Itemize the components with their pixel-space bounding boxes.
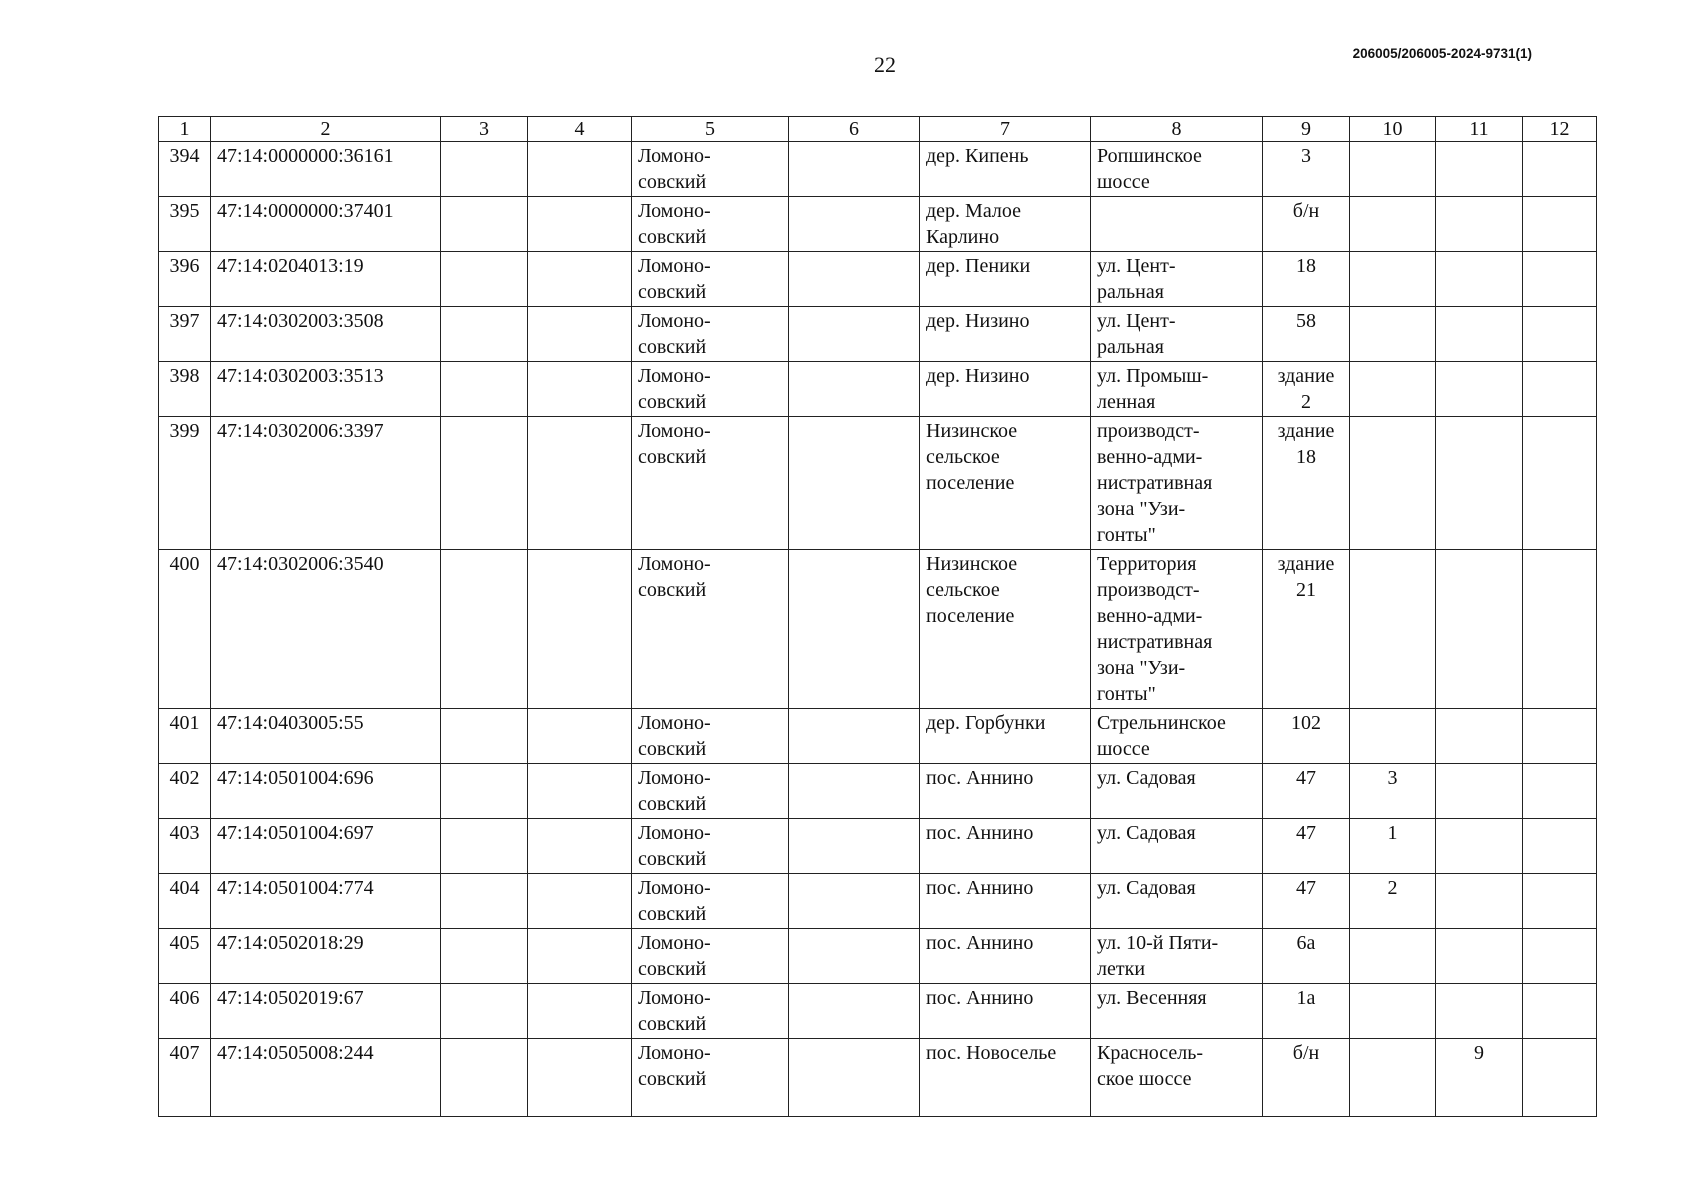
cadastral-number-cell: 47:14:0403005:55: [211, 709, 441, 764]
col11-cell: [1436, 550, 1523, 709]
col6-cell: [789, 307, 920, 362]
col12-cell: [1523, 709, 1597, 764]
row-number-cell: 402: [159, 764, 211, 819]
col11-cell: [1436, 709, 1523, 764]
cadastral-number-cell: 47:14:0501004:697: [211, 819, 441, 874]
street-cell: ул. Садовая: [1091, 874, 1263, 929]
row-number-cell: 403: [159, 819, 211, 874]
table-row: [159, 142, 1597, 197]
cadastral-number-cell: 47:14:0501004:774: [211, 874, 441, 929]
col6-cell: [789, 819, 920, 874]
column-header: 11: [1436, 117, 1523, 142]
col10-cell: [1350, 252, 1436, 307]
cadastral-number-cell: 47:14:0501004:696: [211, 764, 441, 819]
col11-cell: 9: [1436, 1039, 1523, 1117]
street-cell: ул. Садовая: [1091, 819, 1263, 874]
column-header: 5: [632, 117, 789, 142]
table-row: [159, 550, 1597, 709]
locality-cell: пос. Аннино: [920, 764, 1091, 819]
street-cell: Стрельнинское шоссе: [1091, 709, 1263, 764]
column-header: 3: [441, 117, 528, 142]
col4-cell: [528, 252, 632, 307]
street-cell: Ропшинское шоссе: [1091, 142, 1263, 197]
locality-cell: дер. Малое Карлино: [920, 197, 1091, 252]
col11-cell: [1436, 362, 1523, 417]
locality-cell: дер. Низино: [920, 362, 1091, 417]
col10-cell: [1350, 550, 1436, 709]
col12-cell: [1523, 417, 1597, 550]
cadastral-number-cell: 47:14:0505008:244: [211, 1039, 441, 1117]
registry-table: [158, 116, 1597, 1117]
col12-cell: [1523, 1039, 1597, 1117]
house-cell: 18: [1263, 252, 1350, 307]
col12-cell: [1523, 764, 1597, 819]
col11-cell: [1436, 764, 1523, 819]
district-cell: Ломоно- совский: [632, 984, 789, 1039]
col3-cell: [441, 929, 528, 984]
col3-cell: [441, 709, 528, 764]
locality-cell: пос. Новоселье: [920, 1039, 1091, 1117]
column-header: 10: [1350, 117, 1436, 142]
locality-cell: пос. Аннино: [920, 874, 1091, 929]
cadastral-number-cell: 47:14:0302003:3508: [211, 307, 441, 362]
col10-cell: [1350, 142, 1436, 197]
row-number-cell: 404: [159, 874, 211, 929]
col3-cell: [441, 550, 528, 709]
col12-cell: [1523, 874, 1597, 929]
locality-cell: пос. Аннино: [920, 984, 1091, 1039]
district-cell: Ломоно- совский: [632, 1039, 789, 1117]
col11-cell: [1436, 874, 1523, 929]
col12-cell: [1523, 929, 1597, 984]
district-cell: Ломоно- совский: [632, 709, 789, 764]
cadastral-number-cell: 47:14:0302006:3540: [211, 550, 441, 709]
house-cell: 47: [1263, 874, 1350, 929]
col4-cell: [528, 1039, 632, 1117]
document-id: 206005/206005-2024-9731(1): [1352, 46, 1532, 61]
col12-cell: [1523, 819, 1597, 874]
locality-cell: дер. Низино: [920, 307, 1091, 362]
street-cell: производст- венно-адми- нистративная зона "Узи- гонты": [1091, 417, 1263, 550]
col10-cell: [1350, 709, 1436, 764]
col10-cell: [1350, 1039, 1436, 1117]
col12-cell: [1523, 252, 1597, 307]
district-cell: Ломоно- совский: [632, 362, 789, 417]
col4-cell: [528, 550, 632, 709]
col3-cell: [441, 417, 528, 550]
locality-cell: пос. Аннино: [920, 819, 1091, 874]
col11-cell: [1436, 929, 1523, 984]
house-cell: здание 21: [1263, 550, 1350, 709]
house-cell: б/н: [1263, 197, 1350, 252]
table-row: [159, 764, 1597, 819]
row-number-cell: 401: [159, 709, 211, 764]
col6-cell: [789, 984, 920, 1039]
col10-cell: [1350, 984, 1436, 1039]
house-cell: 58: [1263, 307, 1350, 362]
house-cell: здание 18: [1263, 417, 1350, 550]
col3-cell: [441, 307, 528, 362]
locality-cell: дер. Горбунки: [920, 709, 1091, 764]
col6-cell: [789, 417, 920, 550]
table-row: [159, 362, 1597, 417]
locality-cell: Низинское сельское поселение: [920, 550, 1091, 709]
street-cell: [1091, 197, 1263, 252]
street-cell: Красносель- ское шоссе: [1091, 1039, 1263, 1117]
col10-cell: [1350, 417, 1436, 550]
col11-cell: [1436, 142, 1523, 197]
header-row: [159, 117, 1597, 142]
col6-cell: [789, 550, 920, 709]
col10-cell: 1: [1350, 819, 1436, 874]
table-row: [159, 307, 1597, 362]
district-cell: Ломоно- совский: [632, 874, 789, 929]
row-number-cell: 400: [159, 550, 211, 709]
col3-cell: [441, 252, 528, 307]
row-number-cell: 405: [159, 929, 211, 984]
col12-cell: [1523, 984, 1597, 1039]
district-cell: Ломоно- совский: [632, 142, 789, 197]
cadastral-number-cell: 47:14:0000000:36161: [211, 142, 441, 197]
street-cell: ул. Цент- ральная: [1091, 252, 1263, 307]
street-cell: Территория производст- венно-адми- нистративная зона "Узи- гонты": [1091, 550, 1263, 709]
col3-cell: [441, 1039, 528, 1117]
col11-cell: [1436, 417, 1523, 550]
row-number-cell: 407: [159, 1039, 211, 1117]
cadastral-number-cell: 47:14:0502018:29: [211, 929, 441, 984]
table-row: [159, 929, 1597, 984]
col10-cell: 2: [1350, 874, 1436, 929]
column-header: 7: [920, 117, 1091, 142]
table-body: [159, 142, 1597, 1117]
table-row: [159, 197, 1597, 252]
col6-cell: [789, 252, 920, 307]
locality-cell: дер. Кипень: [920, 142, 1091, 197]
locality-cell: пос. Аннино: [920, 929, 1091, 984]
column-header: 6: [789, 117, 920, 142]
col4-cell: [528, 307, 632, 362]
district-cell: Ломоно- совский: [632, 197, 789, 252]
col6-cell: [789, 929, 920, 984]
col12-cell: [1523, 142, 1597, 197]
cadastral-number-cell: 47:14:0302003:3513: [211, 362, 441, 417]
col6-cell: [789, 1039, 920, 1117]
col4-cell: [528, 929, 632, 984]
house-cell: 1а: [1263, 984, 1350, 1039]
col3-cell: [441, 984, 528, 1039]
row-number-cell: 397: [159, 307, 211, 362]
col10-cell: [1350, 362, 1436, 417]
column-header: 2: [211, 117, 441, 142]
col11-cell: [1436, 197, 1523, 252]
house-cell: 6а: [1263, 929, 1350, 984]
table-row: [159, 874, 1597, 929]
col11-cell: [1436, 984, 1523, 1039]
column-header: 1: [159, 117, 211, 142]
table-row: [159, 417, 1597, 550]
col3-cell: [441, 764, 528, 819]
col4-cell: [528, 197, 632, 252]
district-cell: Ломоно- совский: [632, 929, 789, 984]
row-number-cell: 394: [159, 142, 211, 197]
col10-cell: [1350, 307, 1436, 362]
table-row: [159, 1039, 1597, 1117]
district-cell: Ломоно- совский: [632, 550, 789, 709]
row-number-cell: 396: [159, 252, 211, 307]
col10-cell: 3: [1350, 764, 1436, 819]
col12-cell: [1523, 362, 1597, 417]
row-number-cell: 395: [159, 197, 211, 252]
table-row: [159, 819, 1597, 874]
table-row: [159, 252, 1597, 307]
col12-cell: [1523, 550, 1597, 709]
house-cell: 47: [1263, 764, 1350, 819]
col3-cell: [441, 197, 528, 252]
column-header: 12: [1523, 117, 1597, 142]
col4-cell: [528, 764, 632, 819]
district-cell: Ломоно- совский: [632, 764, 789, 819]
locality-cell: Низинское сельское поселение: [920, 417, 1091, 550]
col4-cell: [528, 417, 632, 550]
col3-cell: [441, 362, 528, 417]
col6-cell: [789, 142, 920, 197]
col4-cell: [528, 362, 632, 417]
cadastral-number-cell: 47:14:0502019:67: [211, 984, 441, 1039]
district-cell: Ломоно- совский: [632, 417, 789, 550]
col3-cell: [441, 142, 528, 197]
column-header: 9: [1263, 117, 1350, 142]
cadastral-number-cell: 47:14:0302006:3397: [211, 417, 441, 550]
house-cell: 102: [1263, 709, 1350, 764]
row-number-cell: 406: [159, 984, 211, 1039]
col11-cell: [1436, 307, 1523, 362]
house-cell: б/н: [1263, 1039, 1350, 1117]
col4-cell: [528, 819, 632, 874]
street-cell: ул. Промыш- ленная: [1091, 362, 1263, 417]
street-cell: ул. Садовая: [1091, 764, 1263, 819]
col4-cell: [528, 984, 632, 1039]
col4-cell: [528, 874, 632, 929]
col11-cell: [1436, 819, 1523, 874]
street-cell: ул. Весенняя: [1091, 984, 1263, 1039]
district-cell: Ломоно- совский: [632, 252, 789, 307]
house-cell: 3: [1263, 142, 1350, 197]
row-number-cell: 399: [159, 417, 211, 550]
col6-cell: [789, 362, 920, 417]
col3-cell: [441, 874, 528, 929]
street-cell: ул. Цент- ральная: [1091, 307, 1263, 362]
house-cell: здание 2: [1263, 362, 1350, 417]
house-cell: 47: [1263, 819, 1350, 874]
locality-cell: дер. Пеники: [920, 252, 1091, 307]
table-row: [159, 984, 1597, 1039]
street-cell: ул. 10-й Пяти- летки: [1091, 929, 1263, 984]
cadastral-number-cell: 47:14:0204013:19: [211, 252, 441, 307]
cadastral-number-cell: 47:14:0000000:37401: [211, 197, 441, 252]
col10-cell: [1350, 197, 1436, 252]
col10-cell: [1350, 929, 1436, 984]
district-cell: Ломоно- совский: [632, 819, 789, 874]
col11-cell: [1436, 252, 1523, 307]
row-number-cell: 398: [159, 362, 211, 417]
col12-cell: [1523, 307, 1597, 362]
col6-cell: [789, 709, 920, 764]
col12-cell: [1523, 197, 1597, 252]
column-header: 8: [1091, 117, 1263, 142]
col4-cell: [528, 142, 632, 197]
column-header: 4: [528, 117, 632, 142]
col6-cell: [789, 197, 920, 252]
col6-cell: [789, 874, 920, 929]
page-number: 22: [874, 52, 896, 77]
district-cell: Ломоно- совский: [632, 307, 789, 362]
col6-cell: [789, 764, 920, 819]
table-row: [159, 709, 1597, 764]
col3-cell: [441, 819, 528, 874]
col4-cell: [528, 709, 632, 764]
